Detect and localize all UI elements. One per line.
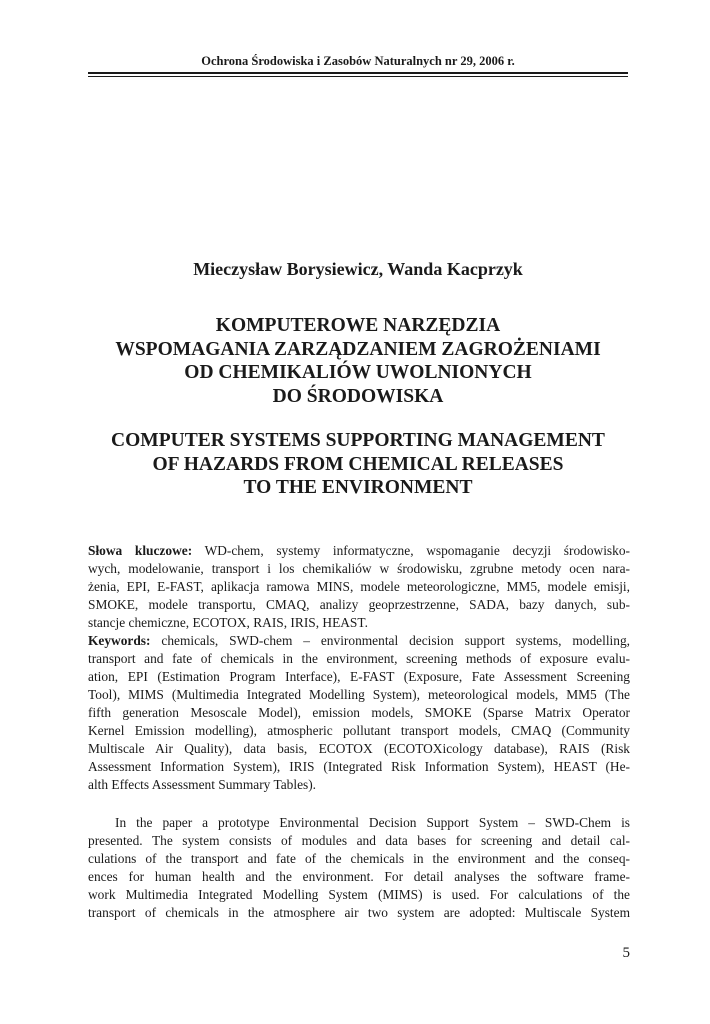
paragraph-line: Kernel Emission modelling), atmospheric pollutant transport models, CMAQ (Community	[88, 723, 630, 738]
slowa-kluczowe-label: Słowa kluczowe:	[88, 543, 193, 558]
paragraph-line	[88, 542, 630, 560]
title-english-line: TO THE ENVIRONMENT	[243, 477, 473, 498]
paragraph-line: ation, EPI (Estimation Program Interface), E-FAST (Exposure, Fate Assessment Screening	[88, 669, 630, 684]
title-polish-line: WSPOMAGANIA ZARZĄDZANIEM ZAGROŻENIAMI	[115, 338, 601, 360]
slowa-kluczowe-paragraph	[88, 542, 630, 632]
title-polish	[88, 314, 628, 408]
paragraph-line: wych, modelowanie, transport i los chemikaliów w środowisku, zgrubne metody ocen nara-	[88, 561, 630, 576]
authors: Mieczysław Borysiewicz, Wanda Kacprzyk	[193, 259, 523, 279]
title-english-line: COMPUTER SYSTEMS SUPPORTING MANAGEMENT	[111, 430, 605, 451]
paragraph-line: Multiscale Air Quality), data basis, ECOTOX (ECOTOXicology database), RAIS (Risk	[88, 741, 630, 756]
abstract-body	[88, 814, 630, 922]
paragraph-line	[88, 632, 630, 650]
title-polish-line: OD CHEMIKALIÓW UWOLNIONYCH	[184, 362, 532, 383]
header-rule-thin	[88, 76, 628, 77]
paragraph-line: stancje chemiczne, ECOTOX, RAIS, IRIS, HEAST.	[88, 615, 368, 630]
keywords-paragraph	[88, 632, 630, 794]
paragraph-line: presented. The system consists of modules and data bases for screening and detail cal-	[88, 833, 630, 848]
line-text: WD-chem, systemy informatyczne, wspomaganie decyzji środowisko-	[192, 543, 630, 558]
paragraph-line: alth Effects Assessment Summary Tables).	[88, 777, 317, 792]
title-english	[88, 429, 628, 500]
header-rule-thick	[88, 72, 628, 74]
paragraph-line: In the paper a prototype Environmental Decision Support System – SWD-Chem is	[115, 815, 630, 830]
paragraph-line: ences for human health and the environment. For detail analyses the software frame-	[88, 869, 630, 884]
paragraph-line: Tool), MIMS (Multimedia Integrated Modelling System), meteorological models, MM5 (The	[88, 687, 630, 702]
keywords-label: Keywords:	[88, 633, 151, 648]
paragraph-line: culations of the transport and fate of the chemicals in the environment and the conseq-	[88, 851, 630, 866]
paragraph-line: transport and fate of chemicals in the environment, screening methods of exposure evalu-	[88, 651, 630, 666]
paragraph-line: fifth generation Mesoscale Model), emission models, SMOKE (Sparse Matrix Operator	[88, 705, 630, 720]
paragraph-line: Assessment Information System), IRIS (Integrated Risk Information System), HEAST (He-	[88, 759, 630, 774]
title-polish-line: KOMPUTEROWE NARZĘDZIA	[215, 315, 501, 336]
paragraph-line: SMOKE, modele transportu, CMAQ, analizy geoprzestrzenne, SADA, bazy danych, sub-	[88, 597, 630, 612]
paragraph-line: żenia, EPI, E-FAST, aplikacja ramowa MINS, modele meteorologiczne, MM5, modele emisji,	[88, 579, 630, 594]
page-number: 5	[622, 945, 630, 961]
paragraph-line: work Multimedia Integrated Modelling System (MIMS) is used. For calculations of the	[88, 887, 630, 902]
title-polish-line: DO ŚRODOWISKA	[272, 385, 444, 407]
line-text: chemicals, SWD-chem – environmental decision support systems, modelling,	[150, 633, 630, 648]
paragraph-line: transport of chemicals in the atmosphere air two system are adopted: Multiscale System	[88, 905, 630, 920]
journal-header: Ochrona Środowiska i Zasobów Naturalnych nr 29, 2006 r.	[201, 54, 515, 68]
title-english-line: OF HAZARDS FROM CHEMICAL RELEASES	[152, 453, 564, 475]
